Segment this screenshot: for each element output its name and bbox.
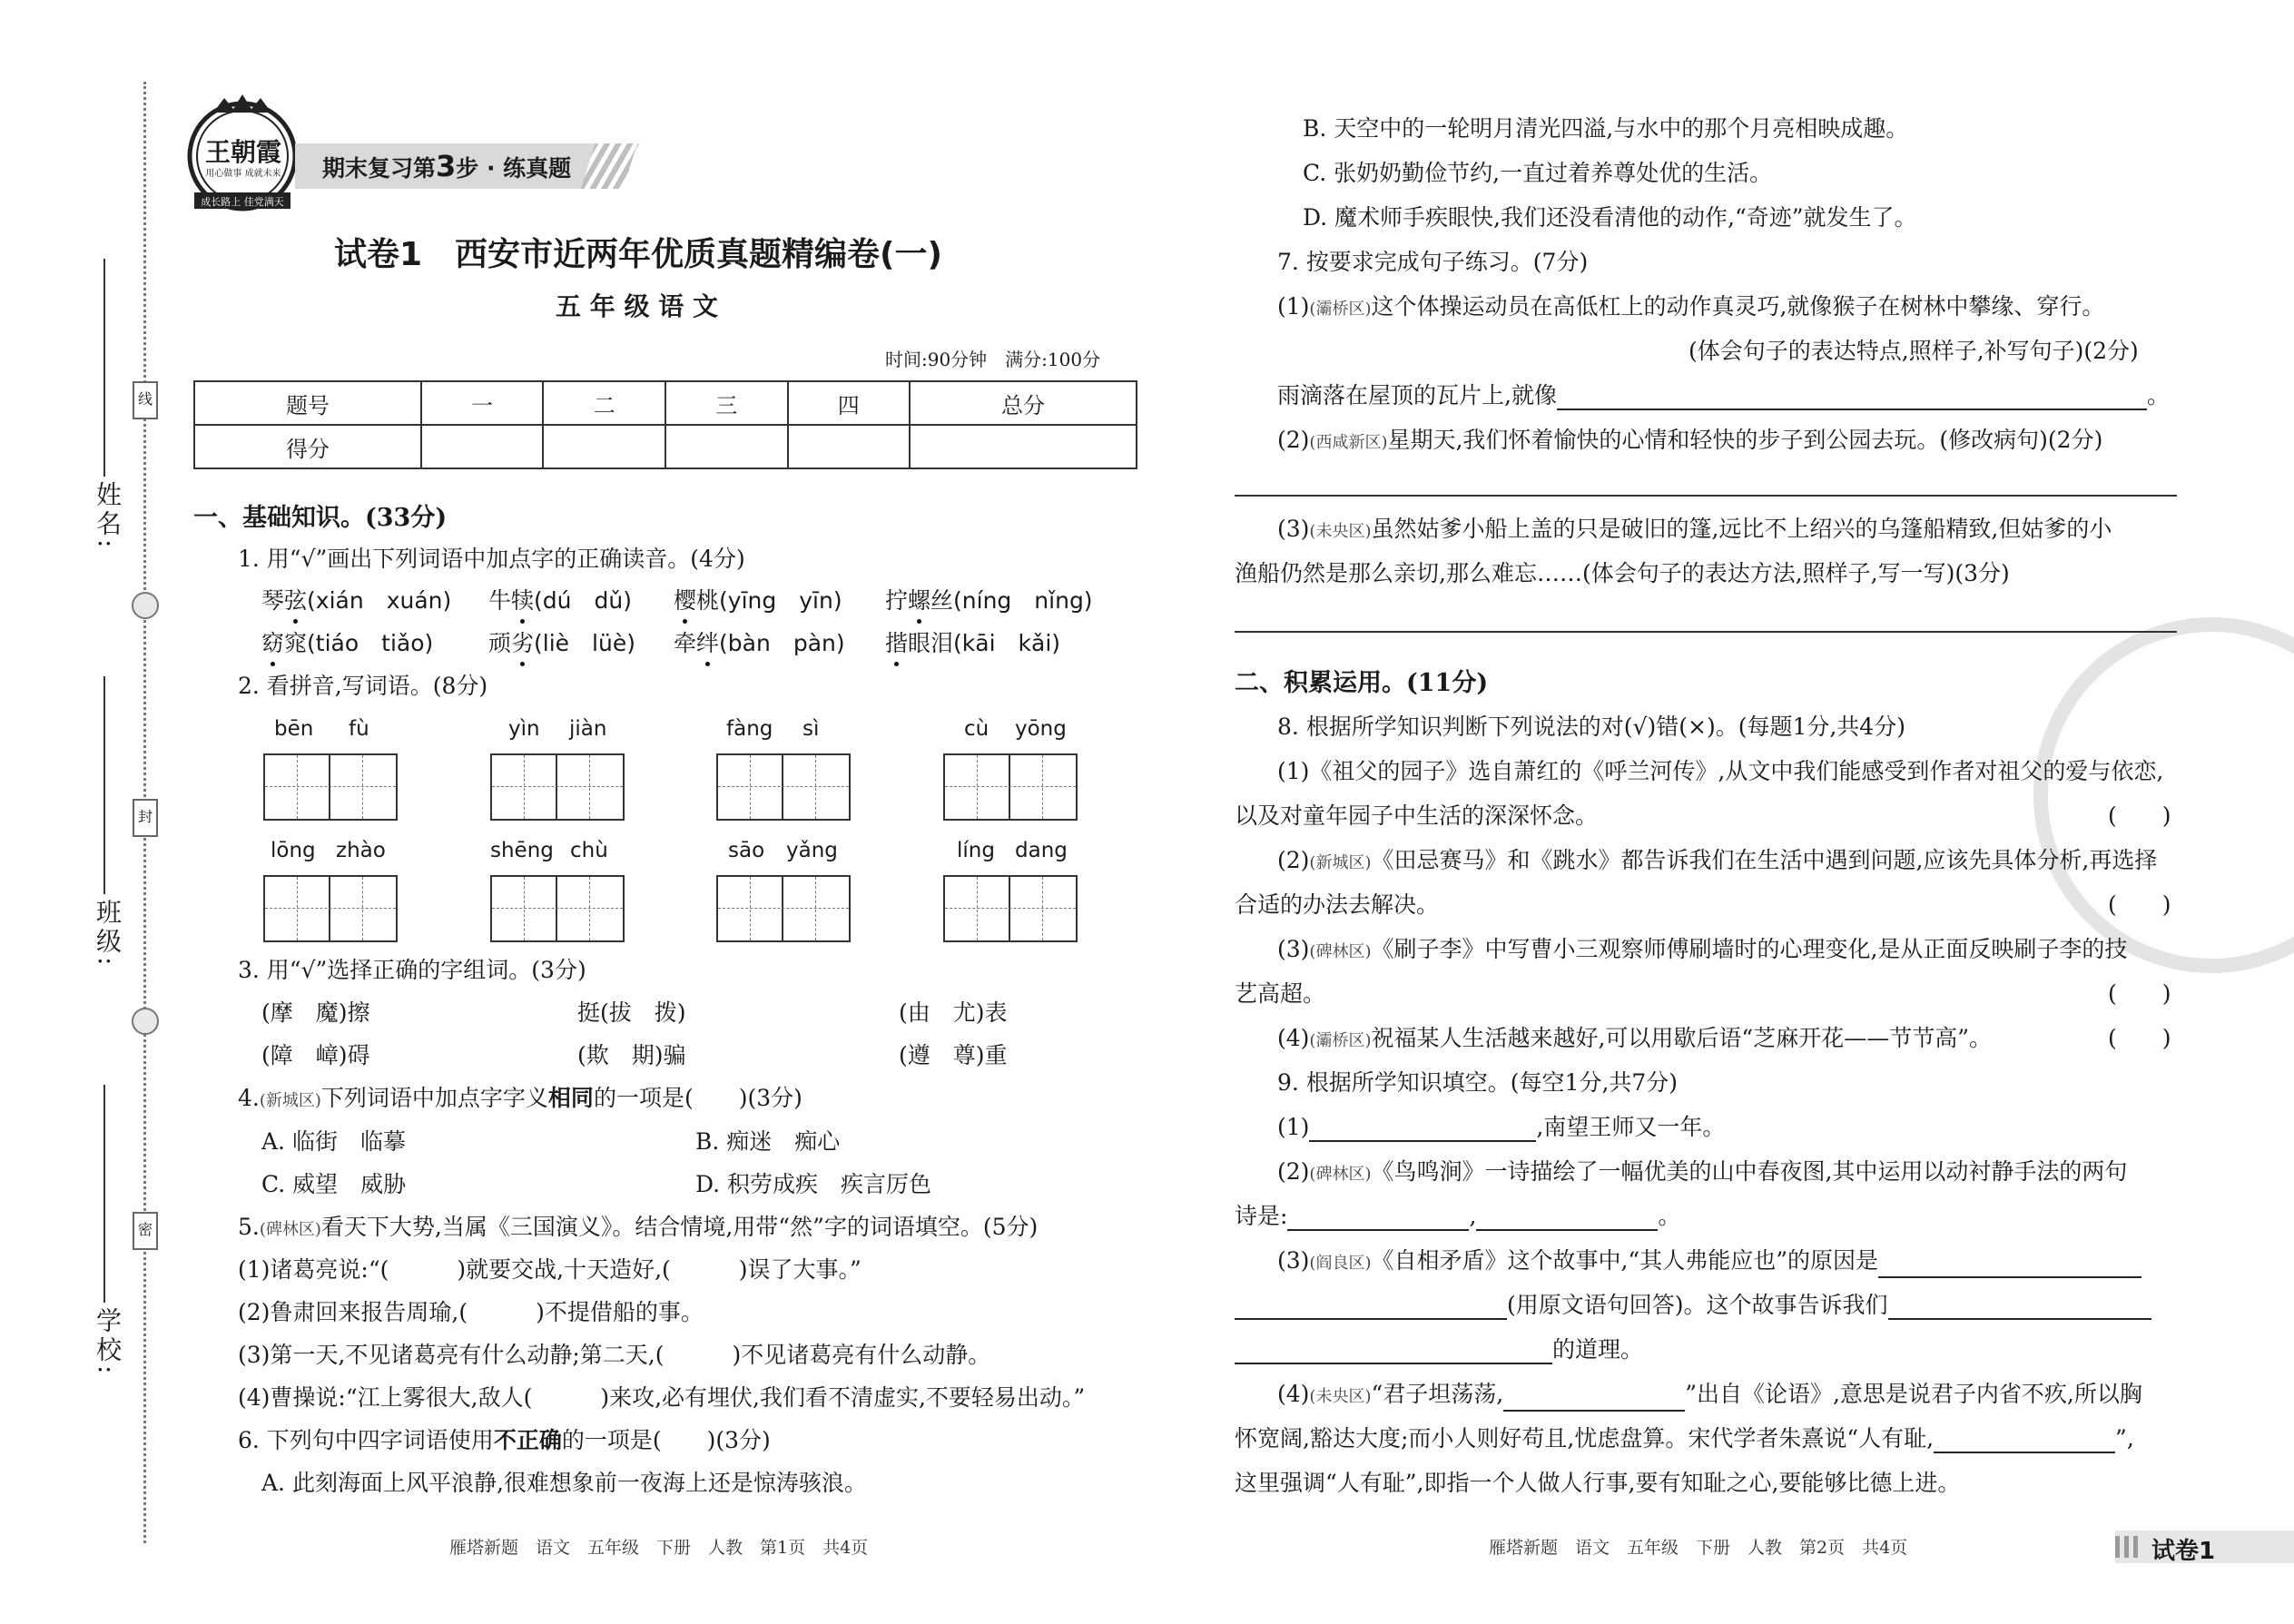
answer-blank[interactable] [1503,1386,1685,1412]
binding-hole [132,1008,159,1035]
school-label: 学校: [93,1307,123,1378]
q9-item-3-line3: 的道理。 [1235,1335,1643,1364]
section-2-heading: 二、积累运用。(11分) [1235,669,1489,697]
tianzige-box[interactable] [943,875,1078,942]
score-cell[interactable] [910,425,1137,468]
binding-hole [132,592,159,619]
tianzige-box[interactable] [263,875,398,942]
pinyin: cù [964,717,989,741]
pinyin: lōng [271,839,316,862]
pinyin: fù [349,717,369,741]
paper-subtitle: 五 年 级 语 文 [556,291,718,321]
answer-blank[interactable] [1309,1117,1536,1142]
watermark-seal [2033,617,2294,973]
name-line [103,259,105,477]
pinyin: zhào [336,839,386,862]
answer-blank[interactable] [1888,1294,2151,1320]
answer-line[interactable] [1235,631,2177,633]
q9-item-2-line1: (2)(碑林区)《鸟鸣涧》一诗描绘了一幅优美的山中春夜图,其中运用以动衬静手法的两句 [1277,1158,2128,1185]
class-label: 班级: [93,899,123,969]
answer-blank[interactable] [1235,1294,1507,1320]
q9-item-2-line2: 诗是: , 。 [1235,1203,1681,1229]
pinyin: yōng [1015,717,1067,741]
q9-item-3-line2: (用原文语句回答)。这个故事告诉我们 [1235,1291,2151,1320]
q1-item: 琴弦(xián xuán) [261,587,452,614]
q1-stem: 1. 用“√”画出下列词语中加点字的正确读音。(4分) [238,546,745,572]
score-header: 题号 [194,381,421,425]
paper-tag [2115,1530,2294,1563]
q6-option-b: B. 天空中的一轮明月清光四溢,与水中的那个月亮相映成趣。 [1303,115,1909,142]
answer-blank[interactable] [1557,385,2147,410]
score-cell[interactable] [788,425,911,468]
answer-blank[interactable] [1878,1253,2141,1278]
judge-paren[interactable]: ( ) [2108,1025,2171,1051]
q3-item: (遵 尊)重 [899,1042,1008,1068]
q7-part-3-line2: 渔船仍然是那么亲切,那么难忘……(体会句子的表达方法,照样子,写一写)(3分) [1235,560,2010,586]
score-header: 一 [421,381,544,425]
q1-item: 牵绊(bàn pàn) [674,630,845,656]
paper-title: 试卷1 西安市近两年优质真题精编卷(一) [334,236,942,273]
pinyin: shēng [490,839,554,862]
q5-line: (1)诸葛亮说:“( )就要交战,十天造好,( )误了大事。” [238,1256,861,1283]
q9-item-4-line3: 这里强调“人有耻”,即指一个人做人行事,要有知耻之心,要能够比德上进。 [1235,1470,1961,1496]
score-header: 四 [788,381,911,425]
judge-paren[interactable]: ( ) [2108,891,2171,918]
q2-stem: 2. 看拼音,写词语。(8分) [238,673,488,699]
score-header: 三 [665,381,788,425]
q3-item: (障 嶂)碍 [261,1042,370,1068]
q7-part-1-answer: 雨滴落在屋顶的瓦片上,就像 。 [1277,382,2170,408]
score-header: 二 [543,381,665,425]
q5-line: (3)第一天,不见诸葛亮有什么动静;第二天,( )不见诸葛亮有什么动静。 [238,1342,991,1368]
pinyin: sì [802,717,820,741]
q9-item-4-line1: (4)(未央区)“君子坦荡荡, ”出自《论语》,意思是说君子内省不疚,所以胸 [1277,1380,2142,1412]
banner-suffix: 步 · 练真题 [456,155,572,182]
logo-subtext: 用心做事 成就未来 [205,169,281,179]
q8-stem: 8. 根据所学知识判断下列说法的对(√)错(×)。(每题1分,共4分) [1277,714,1905,740]
tianzige-box[interactable] [490,753,625,821]
class-line [103,676,105,894]
time-score-info: 时间:90分钟 满分:100分 [885,349,1101,370]
q9-item-3-line1: (3)(阎良区)《自相矛盾》这个故事中,“其人弗能应也”的原因是 [1277,1246,2141,1278]
seal-feng-box: 封 [133,799,158,837]
q7-stem: 7. 按要求完成句子练习。(7分) [1277,249,1589,275]
q8-item-2-line2: 合适的办法去解决。 [1235,891,1440,918]
q1-item: 窈窕(tiáo tiǎo) [261,630,434,656]
q9-stem: 9. 根据所学知识填空。(每空1分,共7分) [1277,1069,1679,1096]
seal-line-box: 线 [133,381,158,419]
pinyin: dang [1015,839,1068,862]
section-1-heading: 一、基础知识。(33分) [193,504,448,532]
pinyin: líng [957,839,995,862]
q8-item-3-line2: 艺高超。 [1235,980,1326,1007]
name-label: 姓名: [93,481,123,552]
answer-blank[interactable] [1934,1428,2115,1453]
logo-text: 王朝霞 [204,137,281,167]
banner-prefix: 期末复习第 [322,155,437,182]
q1-item: 牛犊(dú dǔ) [488,587,632,614]
score-cell[interactable] [421,425,544,468]
score-header: 总分 [910,381,1137,425]
q6-option-c: C. 张奶奶勤俭节约,一直过着养尊处优的生活。 [1303,160,1773,186]
seal-mi-box: 密 [133,1212,158,1250]
score-cell[interactable] [665,425,788,468]
pinyin: yǎng [786,839,838,862]
q8-item-2-line1: (2)(新城区)《田忌赛马》和《跳水》都告诉我们在生活中遇到问题,应该先具体分析,再选择 [1277,847,2158,873]
brand-logo [182,91,304,213]
q3-item: (摩 魔)擦 [261,999,370,1026]
school-line [103,1085,105,1303]
q4-option-a: A. 临街 临摹 [261,1128,406,1155]
pinyin: jiàn [569,717,607,741]
pinyin: sāo [728,839,765,862]
score-table [193,380,1137,469]
q5-stem: 5.(碑林区)看天下大势,当属《三国演义》。结合情境,用带“然”字的词语填空。(5分) [238,1214,1039,1240]
q6-stem: 6. 下列句中四字词语使用不正确的一项是( )(3分) [238,1427,771,1453]
answer-line[interactable] [1235,495,2177,497]
banner-text [322,149,571,186]
footer-left: 雁塔新题 语文 五年级 下册 人教 第1页 共4页 [449,1538,869,1558]
q8-item-1-line1: (1)《祖父的园子》选自萧红的《呼兰河传》,从文中我们能感受到作者对祖父的爱与依恋, [1277,758,2164,784]
answer-blank[interactable] [1476,1206,1658,1231]
tianzige-box[interactable] [263,753,398,821]
q3-stem: 3. 用“√”选择正确的字组词。(3分) [238,957,586,983]
q4-option-d: D. 积劳成疾 疾言厉色 [695,1171,932,1197]
paper-tag-label: 试卷1 [2151,1538,2216,1565]
q3-item: (由 尤)表 [899,999,1008,1026]
q3-item: 挺(拔 拨) [577,999,686,1026]
answer-blank[interactable] [1235,1339,1552,1364]
q6-option-a: A. 此刻海面上风平浪静,很难想象前一夜海上还是惊涛骇浪。 [261,1470,867,1496]
q1-item: 顽劣(liè lüè) [488,630,635,656]
q9-item-4-line2: 怀宽阔,豁达大度;而小人则好苟且,忧虑盘算。宋代学者朱熹说“人有耻, ”, [1235,1425,2134,1452]
q8-item-1-line2: 以及对童年园子中生活的深深怀念。 [1235,802,1599,829]
footer-right: 雁塔新题 语文 五年级 下册 人教 第2页 共4页 [1489,1538,1908,1558]
logo-ribbon: 成长路上 佳党满天 [201,196,284,208]
q5-line: (4)曹操说:“江上雾很大,敌人( )来攻,必有埋伏,我们看不清虚实,不要轻易出动。” [238,1384,1086,1411]
pinyin: bēn [274,717,314,741]
q4-stem: 4.(新城区)下列词语中加点字字义相同的一项是( )(3分) [238,1085,802,1111]
judge-paren[interactable]: ( ) [2108,802,2171,829]
tianzige-box[interactable] [716,875,851,942]
pinyin: chù [570,839,608,862]
q7-part-3-line1: (3)(未央区)虽然姑爹小船上盖的只是破旧的篷,远比不上绍兴的乌篷船精致,但姑爹的小 [1277,516,2112,542]
q3-item: (欺 期)骗 [577,1042,686,1068]
q9-item-1: (1) ,南望王师又一年。 [1277,1114,1726,1140]
pinyin: fàng [726,717,773,741]
q7-part-1-requirement: (体会句子的表达特点,照样子,补写句子)(2分) [1689,338,2139,364]
tag-pattern [2115,1536,2142,1558]
q1-item: 揩眼泪(kāi kǎi) [885,630,1061,656]
q1-item: 拧螺丝(níng nǐng) [885,587,1093,614]
q8-item-4: (4)(灞桥区)祝福某人生活越来越好,可以用歇后语“芝麻开花——节节高”。 [1277,1025,1992,1051]
pinyin: yìn [508,717,540,741]
tianzige-box[interactable] [716,753,851,821]
tianzige-box[interactable] [490,875,625,942]
q4-option-b: B. 痴迷 痴心 [695,1128,841,1155]
q8-item-3-line1: (3)(碑林区)《刷子李》中写曹小三观察师傅刷墙时的心理变化,是从正面反映刷子李的技 [1277,936,2128,962]
q5-line: (2)鲁肃回来报告周瑜,( )不提借船的事。 [238,1299,704,1325]
judge-paren[interactable]: ( ) [2108,980,2171,1007]
q7-part-2: (2)(西咸新区)星期天,我们怀着愉快的心情和轻快的步子到公园去玩。(修改病句)(2分) [1277,427,2103,453]
q4-option-c: C. 威望 威胁 [261,1171,407,1197]
answer-blank[interactable] [1287,1206,1469,1231]
score-row-label: 得分 [194,425,421,468]
score-cell[interactable] [543,425,665,468]
tianzige-box[interactable] [943,753,1078,821]
banner-step: 3 [436,149,457,183]
q1-item: 樱桃(yīng yīn) [674,587,842,614]
q7-part-1: (1)(灞桥区)这个体操运动员在高低杠上的动作真灵巧,就像猴子在树林中攀缘、穿行。 [1277,293,2105,320]
q6-option-d: D. 魔术师手疾眼快,我们还没看清他的动作,“奇迹”就发生了。 [1303,204,1917,231]
